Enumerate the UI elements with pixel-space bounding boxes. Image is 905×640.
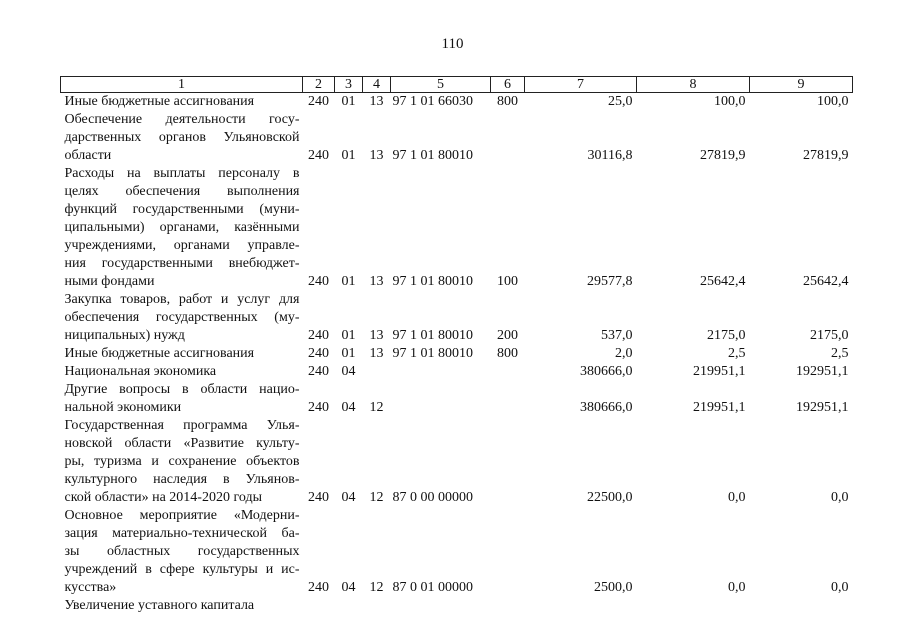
row-name-line: ными фондами (64, 274, 155, 289)
cell-col-9 (750, 597, 853, 615)
row-name-line: новской области «Развитие культу- (64, 436, 300, 451)
cell-col-4: 12 (369, 490, 384, 505)
column-header: 5 (391, 77, 491, 93)
cell-col-5: 97 1 01 80010 (392, 274, 473, 289)
cell-col-4: 12 (369, 580, 384, 595)
cell-col-3: 01 (341, 274, 356, 289)
cell-col-2: 240 (308, 490, 329, 505)
row-name-line: Государственная программа Улья- (64, 418, 300, 433)
cell-col-9: 100,0 (817, 94, 849, 109)
cell-col-2: 240 (308, 94, 329, 109)
row-name-line: Национальная экономика (64, 364, 217, 379)
cell-col-7: 30116,8 (587, 148, 633, 163)
row-name-line: ниципальных) нужд (64, 328, 185, 343)
cell-col-2: 240 (308, 364, 329, 379)
cell-col-5: 97 1 01 80010 (392, 346, 473, 361)
row-name-line: целях обеспечения выполнения (64, 184, 300, 199)
cell-col-4: 13 (369, 346, 384, 361)
cell-col-9: 0,0 (831, 580, 849, 595)
row-name-line: Иные бюджетные ассигнования (64, 346, 255, 361)
cell-col-8: 0,0 (728, 490, 746, 505)
cell-col-5 (391, 597, 491, 615)
table-row (61, 111, 853, 165)
cell-col-7: 537,0 (601, 328, 633, 343)
cell-col-9: 27819,9 (803, 148, 849, 163)
row-name-line: дарственных органов Ульяновской (64, 130, 300, 145)
cell-col-8: 219951,1 (693, 364, 746, 379)
column-header: 3 (335, 77, 363, 93)
column-header: 7 (525, 77, 637, 93)
row-name-line: области (64, 148, 112, 163)
row-name-line: кусства» (64, 580, 117, 595)
table-row (61, 417, 853, 507)
cell-col-8: 100,0 (714, 94, 746, 109)
row-name-line: ципальными) органами, казёнными (64, 220, 300, 235)
cell-col-7: 25,0 (608, 94, 633, 109)
cell-col-5 (391, 381, 491, 417)
table-row (61, 507, 853, 597)
cell-col-9: 25642,4 (803, 274, 849, 289)
column-header: 2 (303, 77, 335, 93)
cell-col-2: 240 (308, 580, 329, 595)
row-name-line: функций государственными (муни- (64, 202, 300, 217)
cell-col-2: 240 (308, 400, 329, 415)
cell-col-8: 27819,9 (700, 148, 746, 163)
cell-col-6 (491, 363, 525, 381)
row-name-cell (61, 111, 303, 165)
row-name-cell (61, 291, 303, 345)
cell-col-5: 87 0 01 00000 (392, 580, 473, 595)
cell-col-9: 0,0 (831, 490, 849, 505)
row-name-cell (61, 363, 303, 381)
cell-col-5: 97 1 01 80010 (392, 148, 473, 163)
cell-col-4: 13 (369, 328, 384, 343)
cell-col-7: 2500,0 (594, 580, 633, 595)
cell-col-3: 01 (341, 328, 356, 343)
cell-col-4 (363, 597, 391, 615)
cell-col-7: 2,0 (615, 346, 633, 361)
cell-col-7 (525, 597, 637, 615)
row-name-line: учреждений в сфере культуры и ис- (64, 562, 300, 577)
cell-col-7: 380666,0 (580, 364, 633, 379)
table-row (61, 381, 853, 417)
cell-col-2: 240 (308, 148, 329, 163)
column-header: 4 (363, 77, 391, 93)
cell-col-2: 240 (308, 274, 329, 289)
cell-col-6 (491, 417, 525, 507)
row-name-cell (61, 165, 303, 291)
cell-col-9: 2175,0 (810, 328, 849, 343)
row-name-line: культурного наследия в Ульянов- (64, 472, 300, 487)
table-row (61, 291, 853, 345)
row-name-cell (61, 597, 303, 615)
column-header-row (61, 77, 853, 93)
row-name-line: ской области» на 2014-2020 годы (64, 490, 262, 505)
cell-col-4: 13 (369, 274, 384, 289)
cell-col-3: 04 (341, 490, 356, 505)
cell-col-3: 01 (341, 346, 356, 361)
row-name-line: зация материально-технической ба- (64, 526, 300, 541)
cell-col-3 (335, 597, 363, 615)
cell-col-4: 13 (369, 148, 384, 163)
row-name-line: ры, туризма и сохранение объектов (64, 454, 300, 469)
page-number: 110 (441, 36, 464, 52)
row-name-line: нальной экономики (64, 400, 182, 415)
cell-col-6 (491, 111, 525, 165)
cell-col-7: 29577,8 (587, 274, 633, 289)
table-row (61, 165, 853, 291)
table-body (61, 93, 853, 616)
row-name-line: учреждениями, органами управле- (64, 238, 300, 253)
row-name-line: Увеличение уставного капитала (64, 598, 255, 613)
row-name-cell (61, 93, 303, 112)
cell-col-3: 01 (341, 148, 356, 163)
row-name-line: Расходы на выплаты персоналу в (64, 166, 300, 181)
cell-col-6: 800 (497, 346, 518, 361)
row-name-line: Иные бюджетные ассигнования (64, 94, 255, 109)
cell-col-4 (363, 363, 391, 381)
table-row (61, 345, 853, 363)
row-name-line: обеспечения государственных (му- (64, 310, 300, 325)
cell-col-9: 192951,1 (796, 364, 849, 379)
cell-col-6 (491, 507, 525, 597)
cell-col-3: 04 (341, 580, 356, 595)
row-name-line: зы областных государственных (64, 544, 300, 559)
cell-col-2 (303, 597, 335, 615)
cell-col-9: 2,5 (831, 346, 849, 361)
cell-col-7: 380666,0 (580, 400, 633, 415)
row-name-cell (61, 345, 303, 363)
cell-col-6 (491, 381, 525, 417)
cell-col-4: 12 (369, 400, 384, 415)
column-header: 1 (61, 77, 303, 93)
cell-col-9: 192951,1 (796, 400, 849, 415)
cell-col-8 (637, 597, 750, 615)
cell-col-6 (491, 597, 525, 615)
cell-col-5: 87 0 00 00000 (392, 490, 473, 505)
cell-col-6: 800 (497, 94, 518, 109)
cell-col-8: 2,5 (728, 346, 746, 361)
budget-table (60, 76, 853, 615)
column-header: 6 (491, 77, 525, 93)
table-row (61, 363, 853, 381)
cell-col-3: 04 (341, 400, 356, 415)
cell-col-8: 2175,0 (707, 328, 746, 343)
cell-col-8: 219951,1 (693, 400, 746, 415)
row-name-cell (61, 507, 303, 597)
cell-col-3: 01 (341, 94, 356, 109)
row-name-line: Другие вопросы в области нацио- (64, 382, 300, 397)
cell-col-3: 04 (341, 364, 356, 379)
cell-col-7: 22500,0 (587, 490, 633, 505)
column-header: 8 (637, 77, 750, 93)
cell-col-8: 0,0 (728, 580, 746, 595)
cell-col-5 (391, 363, 491, 381)
column-header: 9 (750, 77, 853, 93)
row-name-cell (61, 381, 303, 417)
cell-col-4: 13 (369, 94, 384, 109)
table-row (61, 597, 853, 615)
cell-col-2: 240 (308, 346, 329, 361)
cell-col-5: 97 1 01 80010 (392, 328, 473, 343)
row-name-line: ния государственными внебюджет- (64, 256, 300, 271)
cell-col-8: 25642,4 (700, 274, 746, 289)
row-name-line: Основное мероприятие «Модерни- (64, 508, 300, 523)
cell-col-5: 97 1 01 66030 (392, 94, 473, 109)
row-name-line: Закупка товаров, работ и услуг для (64, 292, 300, 307)
cell-col-6: 200 (497, 328, 518, 343)
cell-col-6: 100 (497, 274, 518, 289)
row-name-cell (61, 417, 303, 507)
row-name-line: Обеспечение деятельности госу- (64, 112, 300, 127)
table-row (61, 93, 853, 112)
cell-col-2: 240 (308, 328, 329, 343)
